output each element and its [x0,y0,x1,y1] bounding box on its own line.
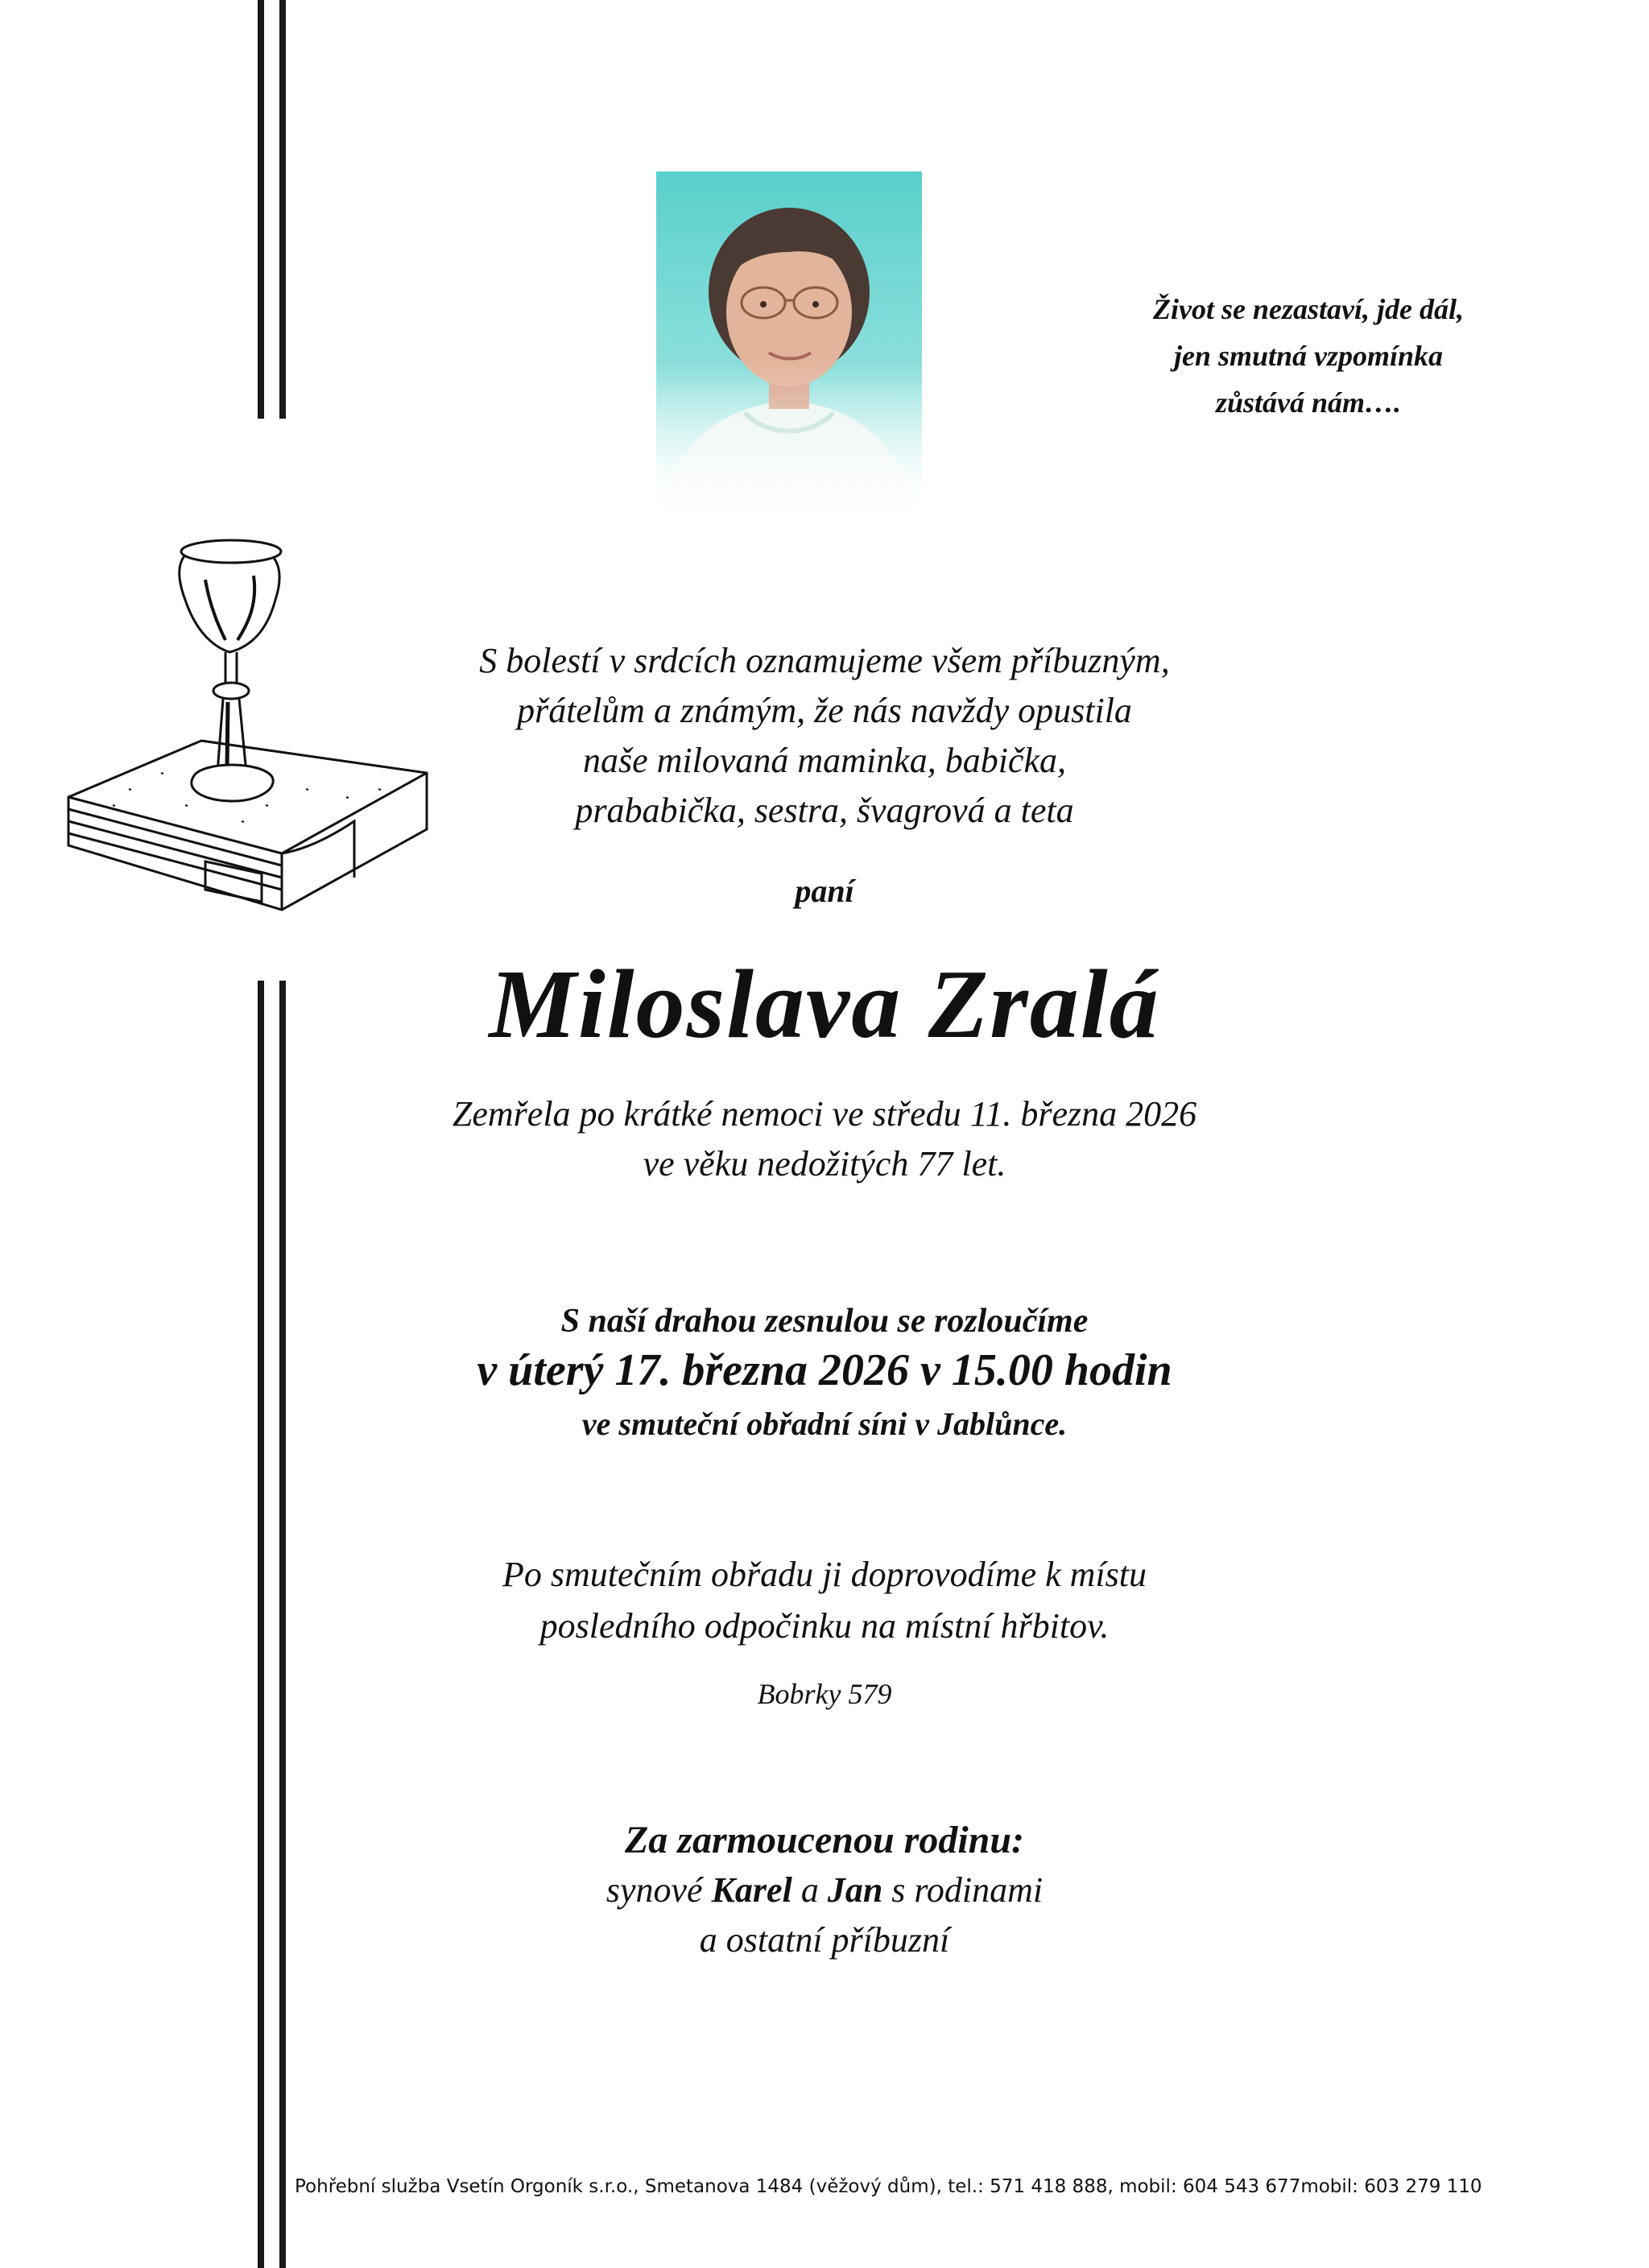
farewell-line-1: S naší drahou zesnulou se rozloučíme [560,1303,1089,1340]
portrait-photo [656,171,922,518]
title-prefix: paní [795,873,854,909]
deceased-name: Miloslava Zralá [489,950,1160,1059]
death-notice-line: ve věku nedožitých 77 let. [643,1144,1006,1184]
border-rule-left-top [258,0,264,419]
announcement-line: přátelům a známým, že nás navždy opustila [517,691,1132,730]
family-line-1 [0,1869,1649,1911]
announcement-line: prababička, sestra, švagrová a teta [575,791,1074,830]
burial-line: posledního odpočinku na místní hřbitov. [539,1606,1110,1646]
family-text: a [791,1870,828,1910]
motto-line: Život se nezastaví, jde dál, [1153,293,1464,325]
death-notice-line: Zemřela po krátké nemoci ve středu 11. března 2026 [452,1094,1197,1134]
burial-line: Po smutečním obřadu ji doprovodíme k místu [502,1555,1147,1594]
announcement-line: S bolestí v srdcích oznamujeme všem příbuzným, [479,641,1170,680]
son-name-jan: Jan [827,1870,883,1910]
family-text: s rodinami [882,1870,1044,1910]
son-name-karel: Karel [711,1870,792,1910]
motto [1047,286,1570,426]
farewell-line-3: ve smuteční obřadní síni v Jablůnce. [581,1406,1068,1442]
border-rule-right-top [279,0,286,419]
family-heading: Za zarmoucenou rodinu: [624,1819,1025,1861]
family-text: synové [605,1870,712,1910]
announcement-line: naše milovaná maminka, babička, [583,741,1066,780]
address: Bobrky 579 [757,1678,892,1710]
funeral-service-footer: Pohřební služba Vsetín Orgoník s.r.o., Smetanova 1484 (věžový dům), tel.: 571 418 888, mobil: 604 543 677mobil: 603 279 110 [295,2176,1482,2197]
motto-line: zůstává nám…. [1215,386,1402,419]
motto-line: jen smutná vzpomínka [1173,340,1444,372]
family-line-2: a ostatní příbuzní [699,1920,950,1960]
farewell-line-2: v úterý 17. března 2026 v 15.00 hodin [477,1345,1172,1395]
